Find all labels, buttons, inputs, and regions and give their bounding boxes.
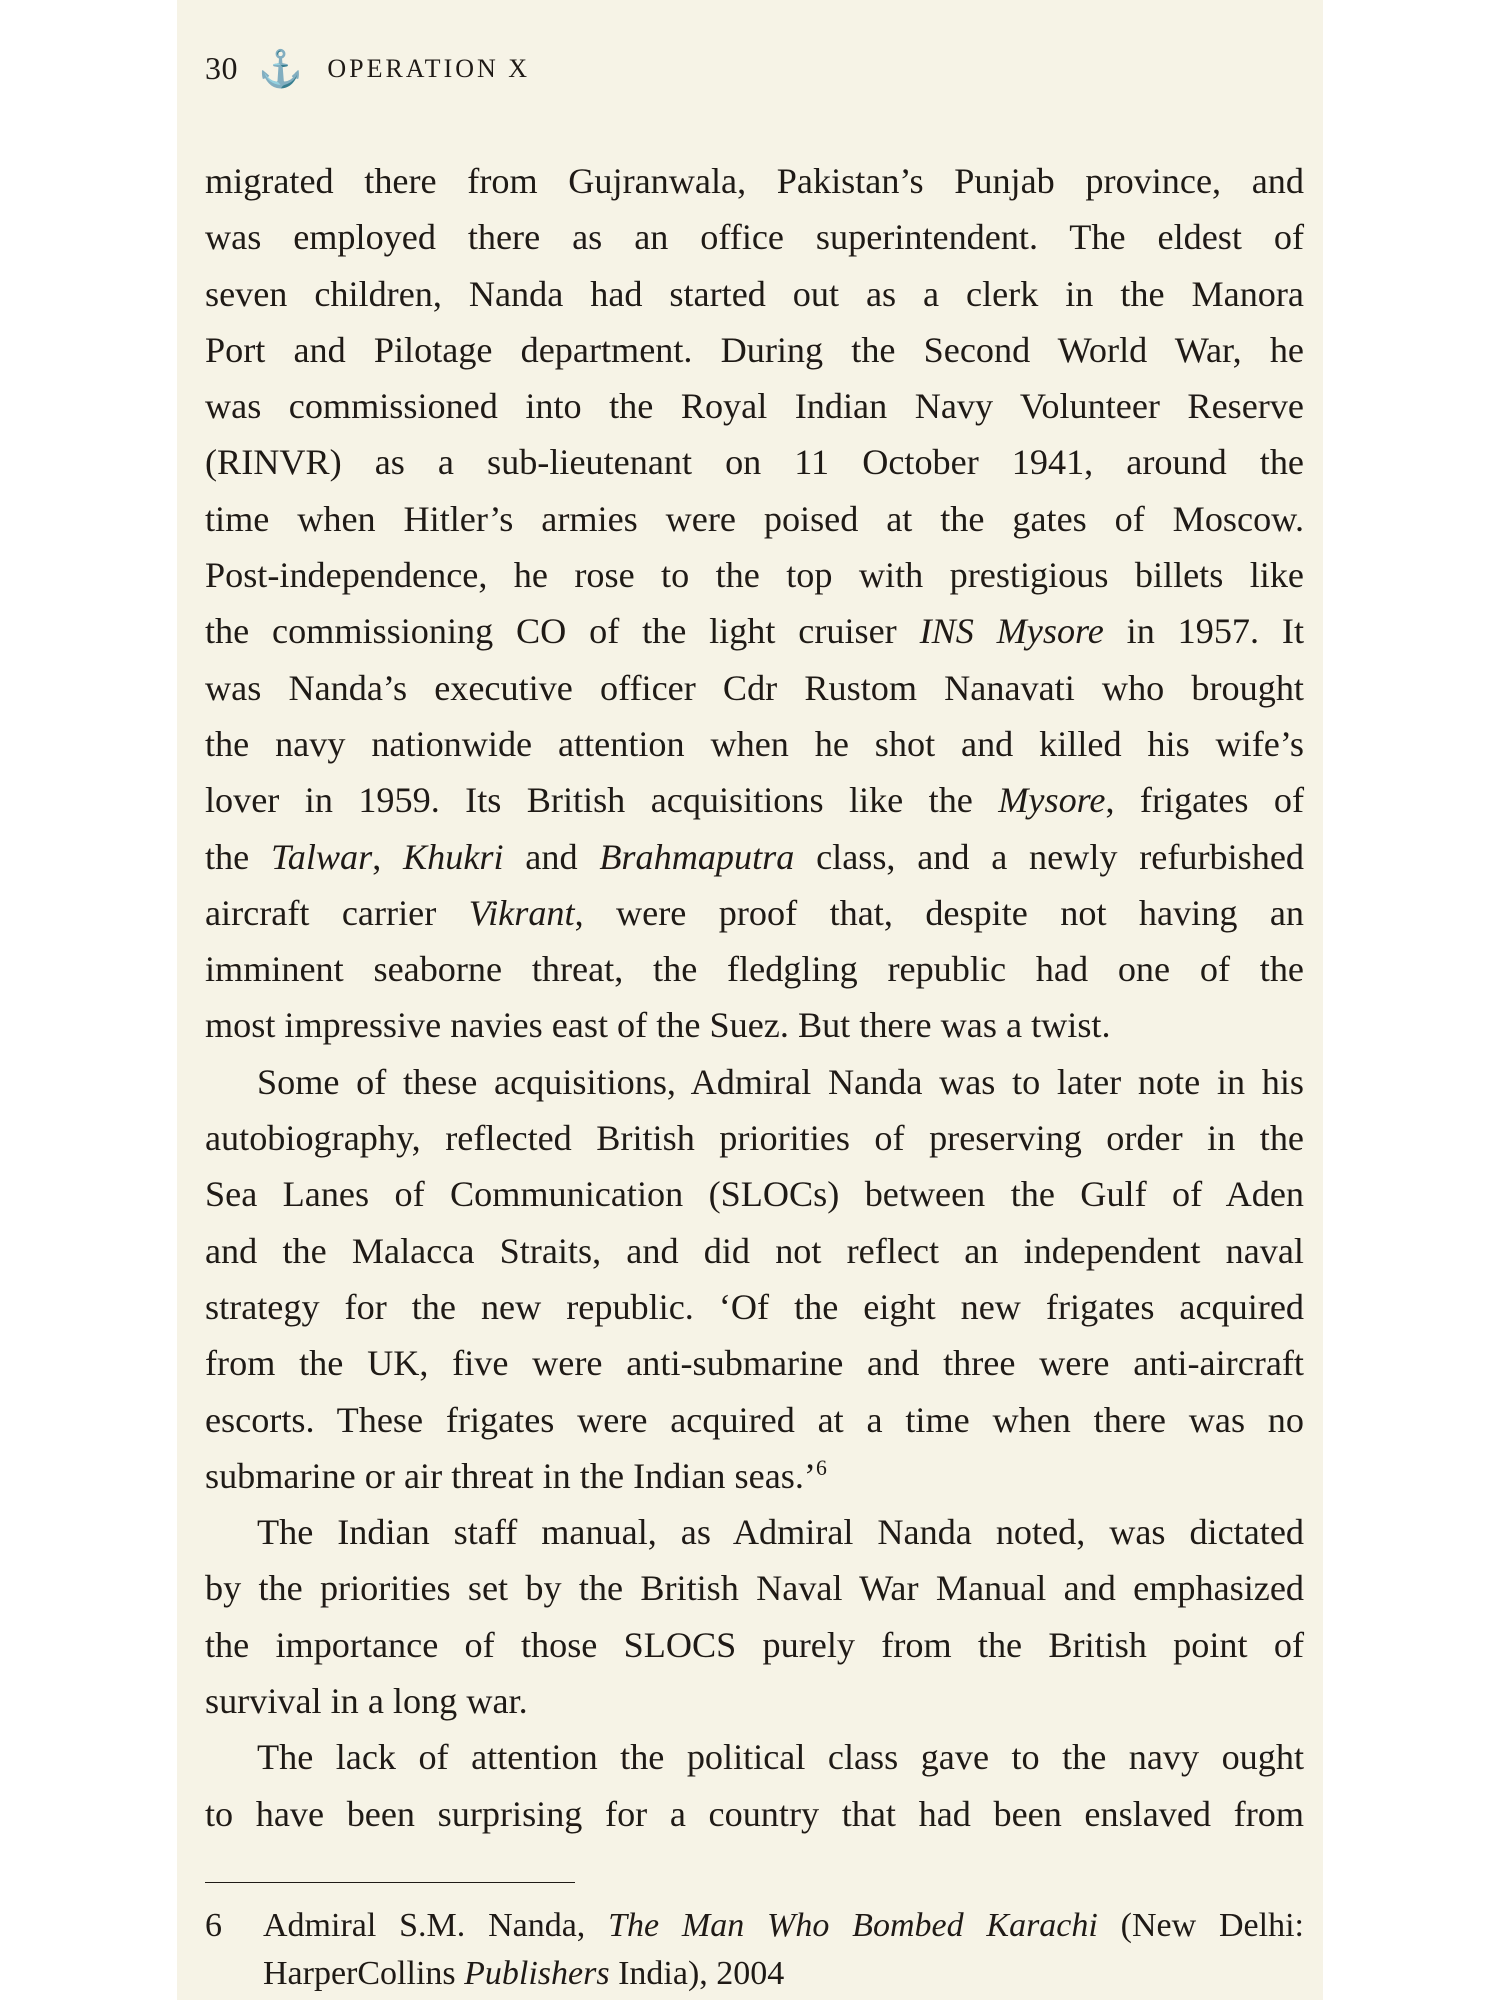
ship-name-ins-mysore: INS Mysore [919, 611, 1104, 652]
text-line: the navy nationwide attention when he shot and killed his wife’s [205, 723, 1304, 764]
text-run: , frigates of [1105, 780, 1304, 821]
ship-class-talwar: Talwar [270, 836, 373, 877]
body-text [205, 153, 1304, 1842]
text-line [205, 1448, 1304, 1504]
footnote-reference: 6 [815, 1455, 827, 1480]
text-line: Sea Lanes of Communication (SLOCs) between the Gulf of Aden [205, 1174, 1304, 1215]
text-line: imminent seaborne threat, the fledgling republic had one of the [205, 949, 1304, 990]
text-line: (RINVR) as a sub-lieutenant on 11 October 1941, around the [205, 442, 1304, 483]
footnote-indent [205, 1950, 263, 1998]
footnote [205, 1902, 1304, 1998]
text-line: was commissioned into the Royal Indian Navy Volunteer Reserve [205, 386, 1304, 427]
text-line: most impressive navies east of the Suez. But there was a twist. [205, 1005, 1111, 1046]
text-run: lover in 1959. Its British acquisitions like the [205, 780, 999, 821]
text-line [205, 772, 1304, 828]
footnote-text [263, 1950, 784, 1998]
text-run: aircraft carrier [205, 892, 469, 933]
footnote-number: 6 [205, 1907, 222, 1944]
text-line: from the UK, five were anti-submarine and three were anti-aircraft [205, 1343, 1304, 1384]
text-line: survival in a long war. [205, 1681, 528, 1722]
text-run: , were proof that, despite not having an [574, 892, 1305, 933]
text-line: autobiography, reflected British priorities of preserving order in the [205, 1118, 1304, 1159]
text-line: Some of these acquisitions, Admiral Nanda was to later note in his [257, 1061, 1304, 1102]
text-line: to have been surprising for a country that had been enslaved from [205, 1793, 1304, 1834]
page-number: 30 [205, 50, 238, 86]
page-header [205, 50, 530, 87]
text-line: migrated there from Gujranwala, Pakistan’s Punjab province, and [205, 161, 1304, 201]
text-line [205, 603, 1304, 659]
footnote-divider [205, 1882, 575, 1883]
text-line: by the priorities set by the British Naval War Manual and emphasized [205, 1568, 1304, 1609]
text-run: in 1957. It [1103, 611, 1305, 652]
footnote-line [205, 1950, 1304, 1998]
ship-name-vikrant: Vikrant [468, 892, 575, 933]
running-title: OPERATION X [327, 53, 531, 83]
text-line [205, 829, 1304, 885]
text-run: , [372, 836, 404, 877]
text-run: the commissioning CO of the light cruiser [205, 611, 920, 652]
text-run: the [205, 836, 271, 877]
ship-name-mysore: Mysore [998, 780, 1106, 821]
text-line: strategy for the new republic. ‘Of the eight new frigates acquired [205, 1286, 1304, 1327]
anchor-icon: ⚓ [258, 48, 304, 89]
text-line: was employed there as an office superintendent. The eldest of [205, 217, 1304, 258]
ship-class-brahmaputra: Brahmaputra [599, 836, 795, 877]
text-run: and [503, 836, 600, 877]
text-line: The lack of attention the political class gave to the navy ought [257, 1737, 1304, 1778]
publisher-italic: Publishers [464, 1955, 610, 1992]
book-title: The Man Who Bombed Karachi [608, 1907, 1098, 1944]
text-line: Post-independence, he rose to the top with prestigious billets like [205, 555, 1304, 596]
text-line: escorts. These frigates were acquired at a time when there was no [205, 1399, 1304, 1440]
text-line: time when Hitler’s armies were poised at the gates of Moscow. [205, 498, 1304, 539]
text-line: seven children, Nanda had started out as a clerk in the Manora [205, 273, 1304, 314]
text-line: was Nanda’s executive officer Cdr Rustom Nanavati who brought [205, 667, 1304, 708]
text-run: Admiral S.M. Nanda, [263, 1907, 609, 1944]
text-line: Port and Pilotage department. During the Second World War, he [205, 329, 1304, 370]
text-line: the importance of those SLOCS purely from the British point of [205, 1624, 1304, 1665]
text-run: submarine or air threat in the Indian seas.’ [205, 1455, 816, 1496]
text-run: (New Delhi: [1097, 1907, 1304, 1944]
footnote-text [263, 1902, 1304, 1950]
text-run: class, and a newly refurbished [794, 836, 1305, 877]
text-line [205, 885, 1304, 941]
text-run: HarperCollins [263, 1955, 465, 1992]
text-line: The Indian staff manual, as Admiral Nanda noted, was dictated [257, 1512, 1304, 1553]
text-line: and the Malacca Straits, and did not reflect an independent naval [205, 1230, 1304, 1271]
ship-class-khukri: Khukri [403, 836, 504, 877]
footnote-line [205, 1902, 1304, 1950]
text-run: India), 2004 [609, 1955, 785, 1992]
